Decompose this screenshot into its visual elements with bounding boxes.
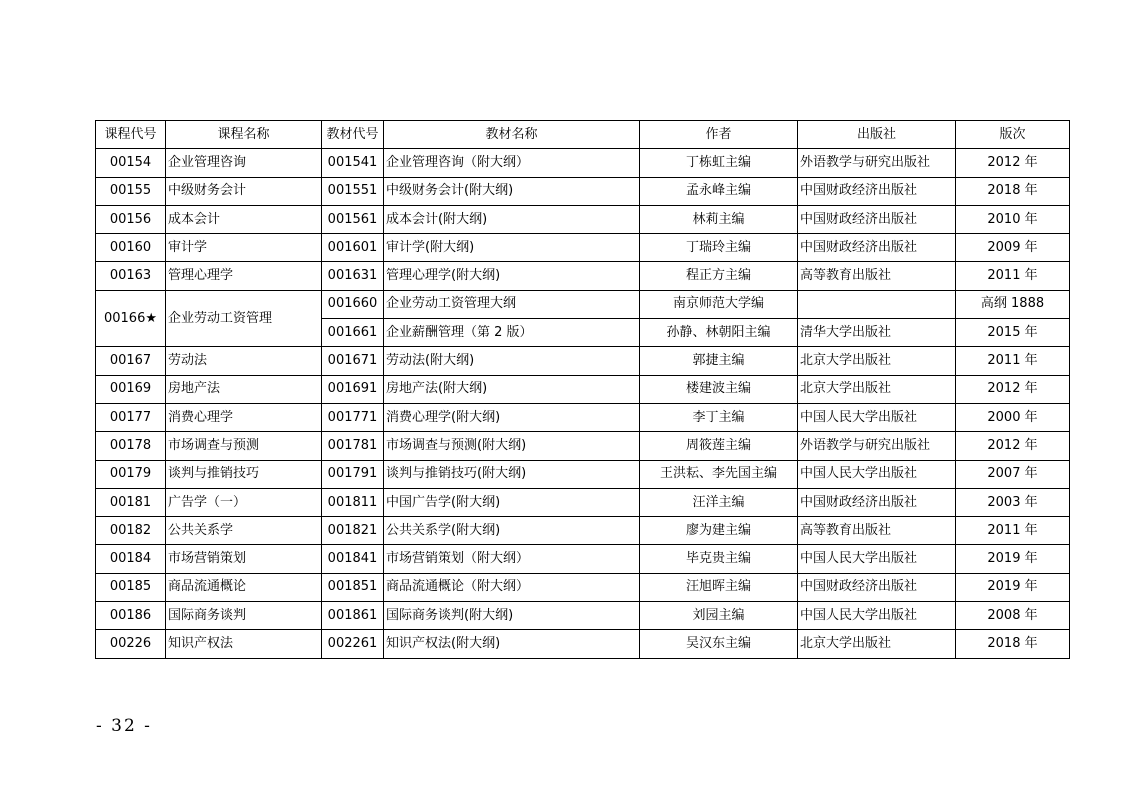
author-cell: 丁瑞玲主编 xyxy=(640,234,798,262)
author-cell: 楼建波主编 xyxy=(640,375,798,403)
publisher-cell: 中国财政经济出版社 xyxy=(798,205,956,233)
textbook-name-cell: 市场营销策划（附大纲） xyxy=(384,545,640,573)
course-code-cell: 00179 xyxy=(96,460,166,488)
edition-cell: 2003 年 xyxy=(956,488,1070,516)
course-name-cell: 广告学（一） xyxy=(166,488,322,516)
header-author: 作者 xyxy=(640,121,798,149)
course-code-cell: 00185 xyxy=(96,573,166,601)
author-cell: 李丁主编 xyxy=(640,403,798,431)
course-code-cell: 00167 xyxy=(96,347,166,375)
publisher-cell: 中国财政经济出版社 xyxy=(798,177,956,205)
publisher-cell: 中国财政经济出版社 xyxy=(798,488,956,516)
textbook-code-cell: 001561 xyxy=(322,205,384,233)
publisher-cell: 北京大学出版社 xyxy=(798,630,956,658)
header-textbook-name: 教材名称 xyxy=(384,121,640,149)
course-code-cell: 00177 xyxy=(96,403,166,431)
author-cell: 周筱莲主编 xyxy=(640,432,798,460)
course-code-cell: 00181 xyxy=(96,488,166,516)
author-cell: 孟永峰主编 xyxy=(640,177,798,205)
table-row xyxy=(96,573,1070,601)
publisher-cell: 中国人民大学出版社 xyxy=(798,602,956,630)
textbook-code-cell: 001671 xyxy=(322,347,384,375)
author-cell: 林莉主编 xyxy=(640,205,798,233)
course-name-cell: 市场调查与预测 xyxy=(166,432,322,460)
edition-cell: 2019 年 xyxy=(956,573,1070,601)
table-row xyxy=(96,262,1070,290)
course-name-cell: 知识产权法 xyxy=(166,630,322,658)
textbook-code-cell: 001691 xyxy=(322,375,384,403)
edition-cell: 2012 年 xyxy=(956,432,1070,460)
table-row xyxy=(96,602,1070,630)
course-textbook-table xyxy=(95,120,1070,659)
edition-cell: 2018 年 xyxy=(956,630,1070,658)
textbook-code-cell: 001841 xyxy=(322,545,384,573)
edition-cell: 2010 年 xyxy=(956,205,1070,233)
textbook-name-cell: 知识产权法(附大纲) xyxy=(384,630,640,658)
publisher-cell: 外语教学与研究出版社 xyxy=(798,149,956,177)
header-row xyxy=(96,121,1070,149)
header-publisher: 出版社 xyxy=(798,121,956,149)
table-row xyxy=(96,460,1070,488)
author-cell: 郭捷主编 xyxy=(640,347,798,375)
textbook-name-cell: 企业薪酬管理（第 2 版） xyxy=(384,319,640,347)
table-row xyxy=(96,149,1070,177)
table-row xyxy=(96,290,1070,318)
course-code-cell: 00169 xyxy=(96,375,166,403)
textbook-code-cell: 001660 xyxy=(322,290,384,318)
table-row xyxy=(96,375,1070,403)
course-code-cell: 00166★ xyxy=(96,290,166,347)
course-code-cell: 00155 xyxy=(96,177,166,205)
course-code-cell: 00154 xyxy=(96,149,166,177)
textbook-code-cell: 001631 xyxy=(322,262,384,290)
publisher-cell: 中国财政经济出版社 xyxy=(798,234,956,262)
textbook-name-cell: 房地产法(附大纲) xyxy=(384,375,640,403)
textbook-name-cell: 企业劳动工资管理大纲 xyxy=(384,290,640,318)
textbook-code-cell: 001771 xyxy=(322,403,384,431)
textbook-name-cell: 管理心理学(附大纲) xyxy=(384,262,640,290)
table-row xyxy=(96,234,1070,262)
edition-cell: 2000 年 xyxy=(956,403,1070,431)
textbook-code-cell: 001861 xyxy=(322,602,384,630)
textbook-name-cell: 成本会计(附大纲) xyxy=(384,205,640,233)
publisher-cell: 清华大学出版社 xyxy=(798,319,956,347)
textbook-name-cell: 中国广告学(附大纲) xyxy=(384,488,640,516)
textbook-code-cell: 001821 xyxy=(322,517,384,545)
author-cell: 南京师范大学编 xyxy=(640,290,798,318)
author-cell: 刘园主编 xyxy=(640,602,798,630)
author-cell: 丁栋虹主编 xyxy=(640,149,798,177)
course-code-cell: 00156 xyxy=(96,205,166,233)
textbook-code-cell: 001551 xyxy=(322,177,384,205)
publisher-cell: 中国人民大学出版社 xyxy=(798,545,956,573)
textbook-code-cell: 001541 xyxy=(322,149,384,177)
textbook-code-cell: 001791 xyxy=(322,460,384,488)
course-code-cell: 00184 xyxy=(96,545,166,573)
table-row xyxy=(96,630,1070,658)
course-code-cell: 00186 xyxy=(96,602,166,630)
publisher-cell: 北京大学出版社 xyxy=(798,347,956,375)
author-cell: 廖为建主编 xyxy=(640,517,798,545)
course-code-cell: 00226 xyxy=(96,630,166,658)
author-cell: 汪洋主编 xyxy=(640,488,798,516)
course-name-cell: 市场营销策划 xyxy=(166,545,322,573)
edition-cell: 2009 年 xyxy=(956,234,1070,262)
course-name-cell: 消费心理学 xyxy=(166,403,322,431)
edition-cell: 2012 年 xyxy=(956,375,1070,403)
edition-cell: 2012 年 xyxy=(956,149,1070,177)
course-name-cell: 企业管理咨询 xyxy=(166,149,322,177)
author-cell: 汪旭晖主编 xyxy=(640,573,798,601)
textbook-code-cell: 001661 xyxy=(322,319,384,347)
publisher-cell xyxy=(798,290,956,318)
publisher-cell: 中国财政经济出版社 xyxy=(798,573,956,601)
edition-cell: 2008 年 xyxy=(956,602,1070,630)
course-name-cell: 管理心理学 xyxy=(166,262,322,290)
author-cell: 程正方主编 xyxy=(640,262,798,290)
textbook-name-cell: 国际商务谈判(附大纲) xyxy=(384,602,640,630)
publisher-cell: 北京大学出版社 xyxy=(798,375,956,403)
course-name-cell: 劳动法 xyxy=(166,347,322,375)
table-row xyxy=(96,347,1070,375)
textbook-name-cell: 商品流通概论（附大纲） xyxy=(384,573,640,601)
textbook-name-cell: 劳动法(附大纲) xyxy=(384,347,640,375)
header-course-name: 课程名称 xyxy=(166,121,322,149)
edition-cell: 2011 年 xyxy=(956,517,1070,545)
textbook-name-cell: 审计学(附大纲) xyxy=(384,234,640,262)
course-name-cell: 审计学 xyxy=(166,234,322,262)
textbook-code-cell: 002261 xyxy=(322,630,384,658)
table-row xyxy=(96,403,1070,431)
table-row xyxy=(96,177,1070,205)
course-name-cell: 成本会计 xyxy=(166,205,322,233)
author-cell: 王洪耘、李先国主编 xyxy=(640,460,798,488)
course-name-cell: 国际商务谈判 xyxy=(166,602,322,630)
table-row xyxy=(96,517,1070,545)
textbook-name-cell: 市场调查与预测(附大纲) xyxy=(384,432,640,460)
textbook-code-cell: 001811 xyxy=(322,488,384,516)
edition-cell: 2011 年 xyxy=(956,262,1070,290)
textbook-code-cell: 001851 xyxy=(322,573,384,601)
publisher-cell: 中国人民大学出版社 xyxy=(798,460,956,488)
table-row xyxy=(96,545,1070,573)
course-code-cell: 00182 xyxy=(96,517,166,545)
course-name-cell: 谈判与推销技巧 xyxy=(166,460,322,488)
author-cell: 吴汉东主编 xyxy=(640,630,798,658)
table-row xyxy=(96,205,1070,233)
edition-cell: 高纲 1888 xyxy=(956,290,1070,318)
textbook-name-cell: 企业管理咨询（附大纲） xyxy=(384,149,640,177)
course-name-cell: 公共关系学 xyxy=(166,517,322,545)
edition-cell: 2007 年 xyxy=(956,460,1070,488)
header-textbook-code: 教材代号 xyxy=(322,121,384,149)
publisher-cell: 外语教学与研究出版社 xyxy=(798,432,956,460)
course-code-cell: 00163 xyxy=(96,262,166,290)
publisher-cell: 高等教育出版社 xyxy=(798,517,956,545)
header-edition: 版次 xyxy=(956,121,1070,149)
textbook-code-cell: 001601 xyxy=(322,234,384,262)
textbook-name-cell: 公共关系学(附大纲) xyxy=(384,517,640,545)
course-name-cell: 房地产法 xyxy=(166,375,322,403)
course-code-cell: 00160 xyxy=(96,234,166,262)
table-body xyxy=(96,149,1070,658)
textbook-name-cell: 中级财务会计(附大纲) xyxy=(384,177,640,205)
textbook-code-cell: 001781 xyxy=(322,432,384,460)
edition-cell: 2015 年 xyxy=(956,319,1070,347)
edition-cell: 2019 年 xyxy=(956,545,1070,573)
edition-cell: 2011 年 xyxy=(956,347,1070,375)
author-cell: 孙静、林朝阳主编 xyxy=(640,319,798,347)
publisher-cell: 高等教育出版社 xyxy=(798,262,956,290)
author-cell: 毕克贵主编 xyxy=(640,545,798,573)
page-number: - 32 - xyxy=(96,716,152,736)
table-row xyxy=(96,488,1070,516)
course-name-cell: 中级财务会计 xyxy=(166,177,322,205)
course-name-cell: 企业劳动工资管理 xyxy=(166,290,322,347)
publisher-cell: 中国人民大学出版社 xyxy=(798,403,956,431)
course-name-cell: 商品流通概论 xyxy=(166,573,322,601)
edition-cell: 2018 年 xyxy=(956,177,1070,205)
table-row xyxy=(96,432,1070,460)
textbook-name-cell: 消费心理学(附大纲) xyxy=(384,403,640,431)
header-course-code: 课程代号 xyxy=(96,121,166,149)
textbook-name-cell: 谈判与推销技巧(附大纲) xyxy=(384,460,640,488)
course-code-cell: 00178 xyxy=(96,432,166,460)
